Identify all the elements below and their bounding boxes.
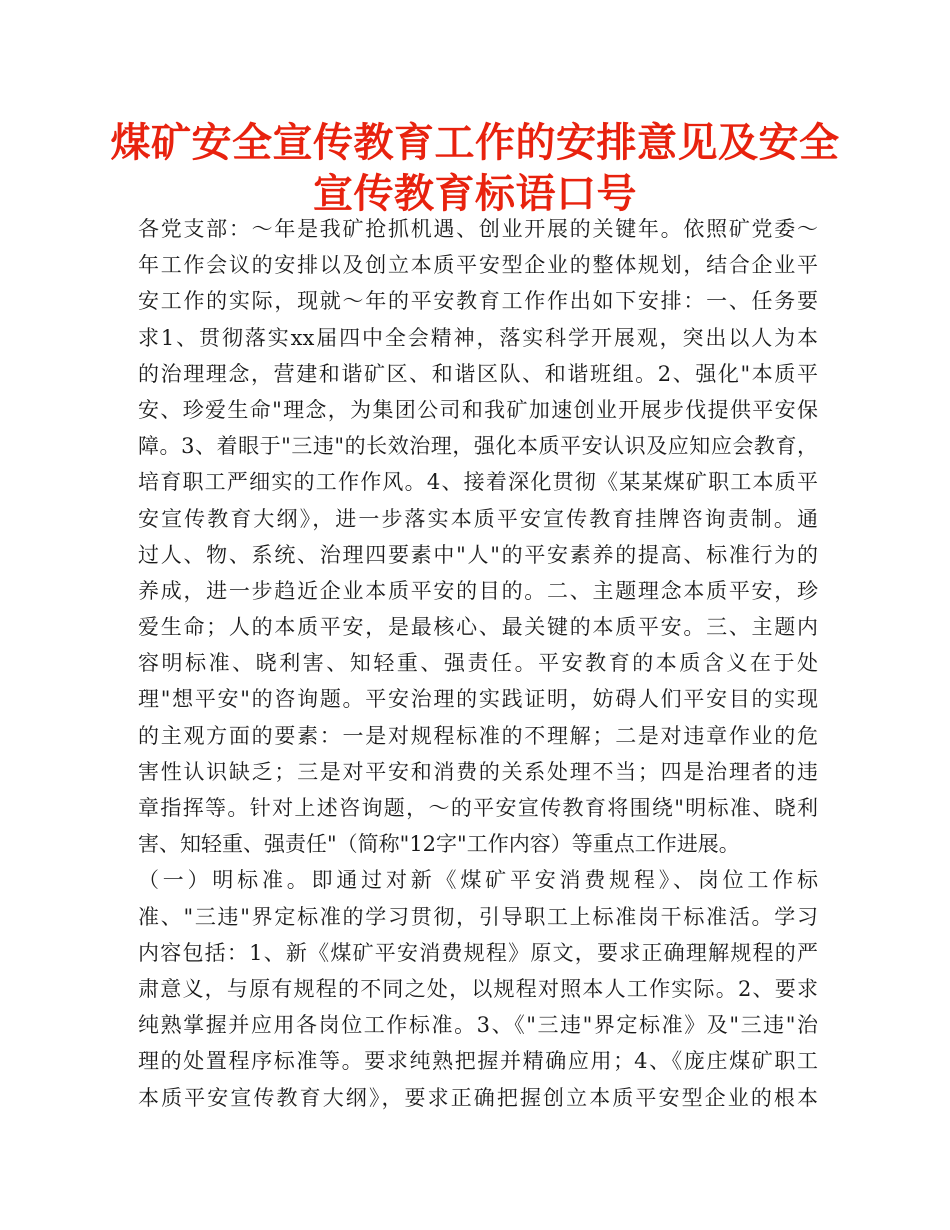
body-line: 害、知轻重、强责任"（简称"12字"工作内容）等重点工作进展。 — [138, 832, 740, 857]
body-line: 章指挥等。针对上述咨询题，～的平安宣传教育将围绕"明标准、晓利 — [138, 796, 818, 820]
body-line: 的治理理念，营建和谐矿区、和谐区队、和谐班组。2、强化"本质平 — [138, 361, 818, 386]
body-line: 理的处置程序标准等。要求纯熟把握并精确应用；4、《庞庄煤矿职工 — [138, 1049, 818, 1074]
document-title-line: 煤矿安全宣传教育工作的安排意见及安全 — [110, 120, 840, 166]
body-line: 各党支部：～年是我矿抢抓机遇、创业开展的关键年。依照矿党委～ — [138, 217, 818, 241]
body-line: 安宣传教育大纲》，进一步落实本质平安宣传教育挂牌咨询责制。通 — [138, 506, 818, 531]
body-line: 肃意义，与原有规程的不同之处，以规程对照本人工作实际。2、要求 — [138, 976, 818, 1001]
body-line: 过人、物、系统、治理四要素中"人"的平安素养的提高、标准行为的 — [138, 542, 818, 567]
body-line: 安、珍爱生命"理念，为集团公司和我矿加速创业开展步伐提供平安保 — [138, 397, 818, 422]
body-line: 准、"三违"界定标准的学习贯彻，引导职工上标准岗干标准活。学习 — [138, 904, 818, 929]
body-line: 害性认识缺乏；三是对平安和消费的关系处理不当；四是治理者的违 — [138, 759, 818, 784]
document-title-line: 宣传教育标语口号 — [313, 171, 637, 217]
body-line: 容明标准、晓利害、知轻重、强责任。平安教育的本质含义在于处 — [138, 651, 818, 676]
body-line: 养成，进一步趋近企业本质平安的目的。二、主题理念本质平安，珍 — [138, 578, 818, 603]
body-line: （一）明标准。即通过对新《煤矿平安消费规程》、岗位工作标 — [138, 868, 818, 893]
body-line: 年工作会议的安排以及创立本质平安型企业的整体规划，结合企业平 — [138, 253, 818, 278]
body-line: 的主观方面的要素：一是对规程标准的不理解；二是对违章作业的危 — [138, 723, 818, 748]
document-title — [100, 118, 850, 220]
body-line: 本质平安宣传教育大纲》，要求正确把握创立本质平安型企业的根本 — [138, 1085, 818, 1110]
body-line: 理"想平安"的咨询题。平安治理的实践证明，妨碍人们平安目的实现 — [138, 687, 818, 712]
body-line: 培育职工严细实的工作作风。4、接着深化贯彻《某某煤矿职工本质平 — [138, 470, 818, 495]
body-line: 爱生命；人的本质平安，是最核心、最关键的本质平安。三、主题内 — [138, 615, 818, 640]
body-line: 求1、贯彻落实xx届四中全会精神，落实科学开展观，突出以人为本 — [138, 325, 818, 350]
document-body — [138, 211, 818, 1116]
body-line: 内容包括：1、新《煤矿平安消费规程》原文，要求正确理解规程的严 — [138, 940, 818, 965]
body-line: 纯熟掌握并应用各岗位工作标准。3、《"三违"界定标准》及"三违"治 — [138, 1013, 818, 1038]
body-line: 安工作的实际，现就～年的平安教育工作作出如下安排：一、任务要 — [138, 289, 818, 314]
body-line: 障。3、着眼于"三违"的长效治理，强化本质平安认识及应知应会教育， — [138, 434, 818, 459]
